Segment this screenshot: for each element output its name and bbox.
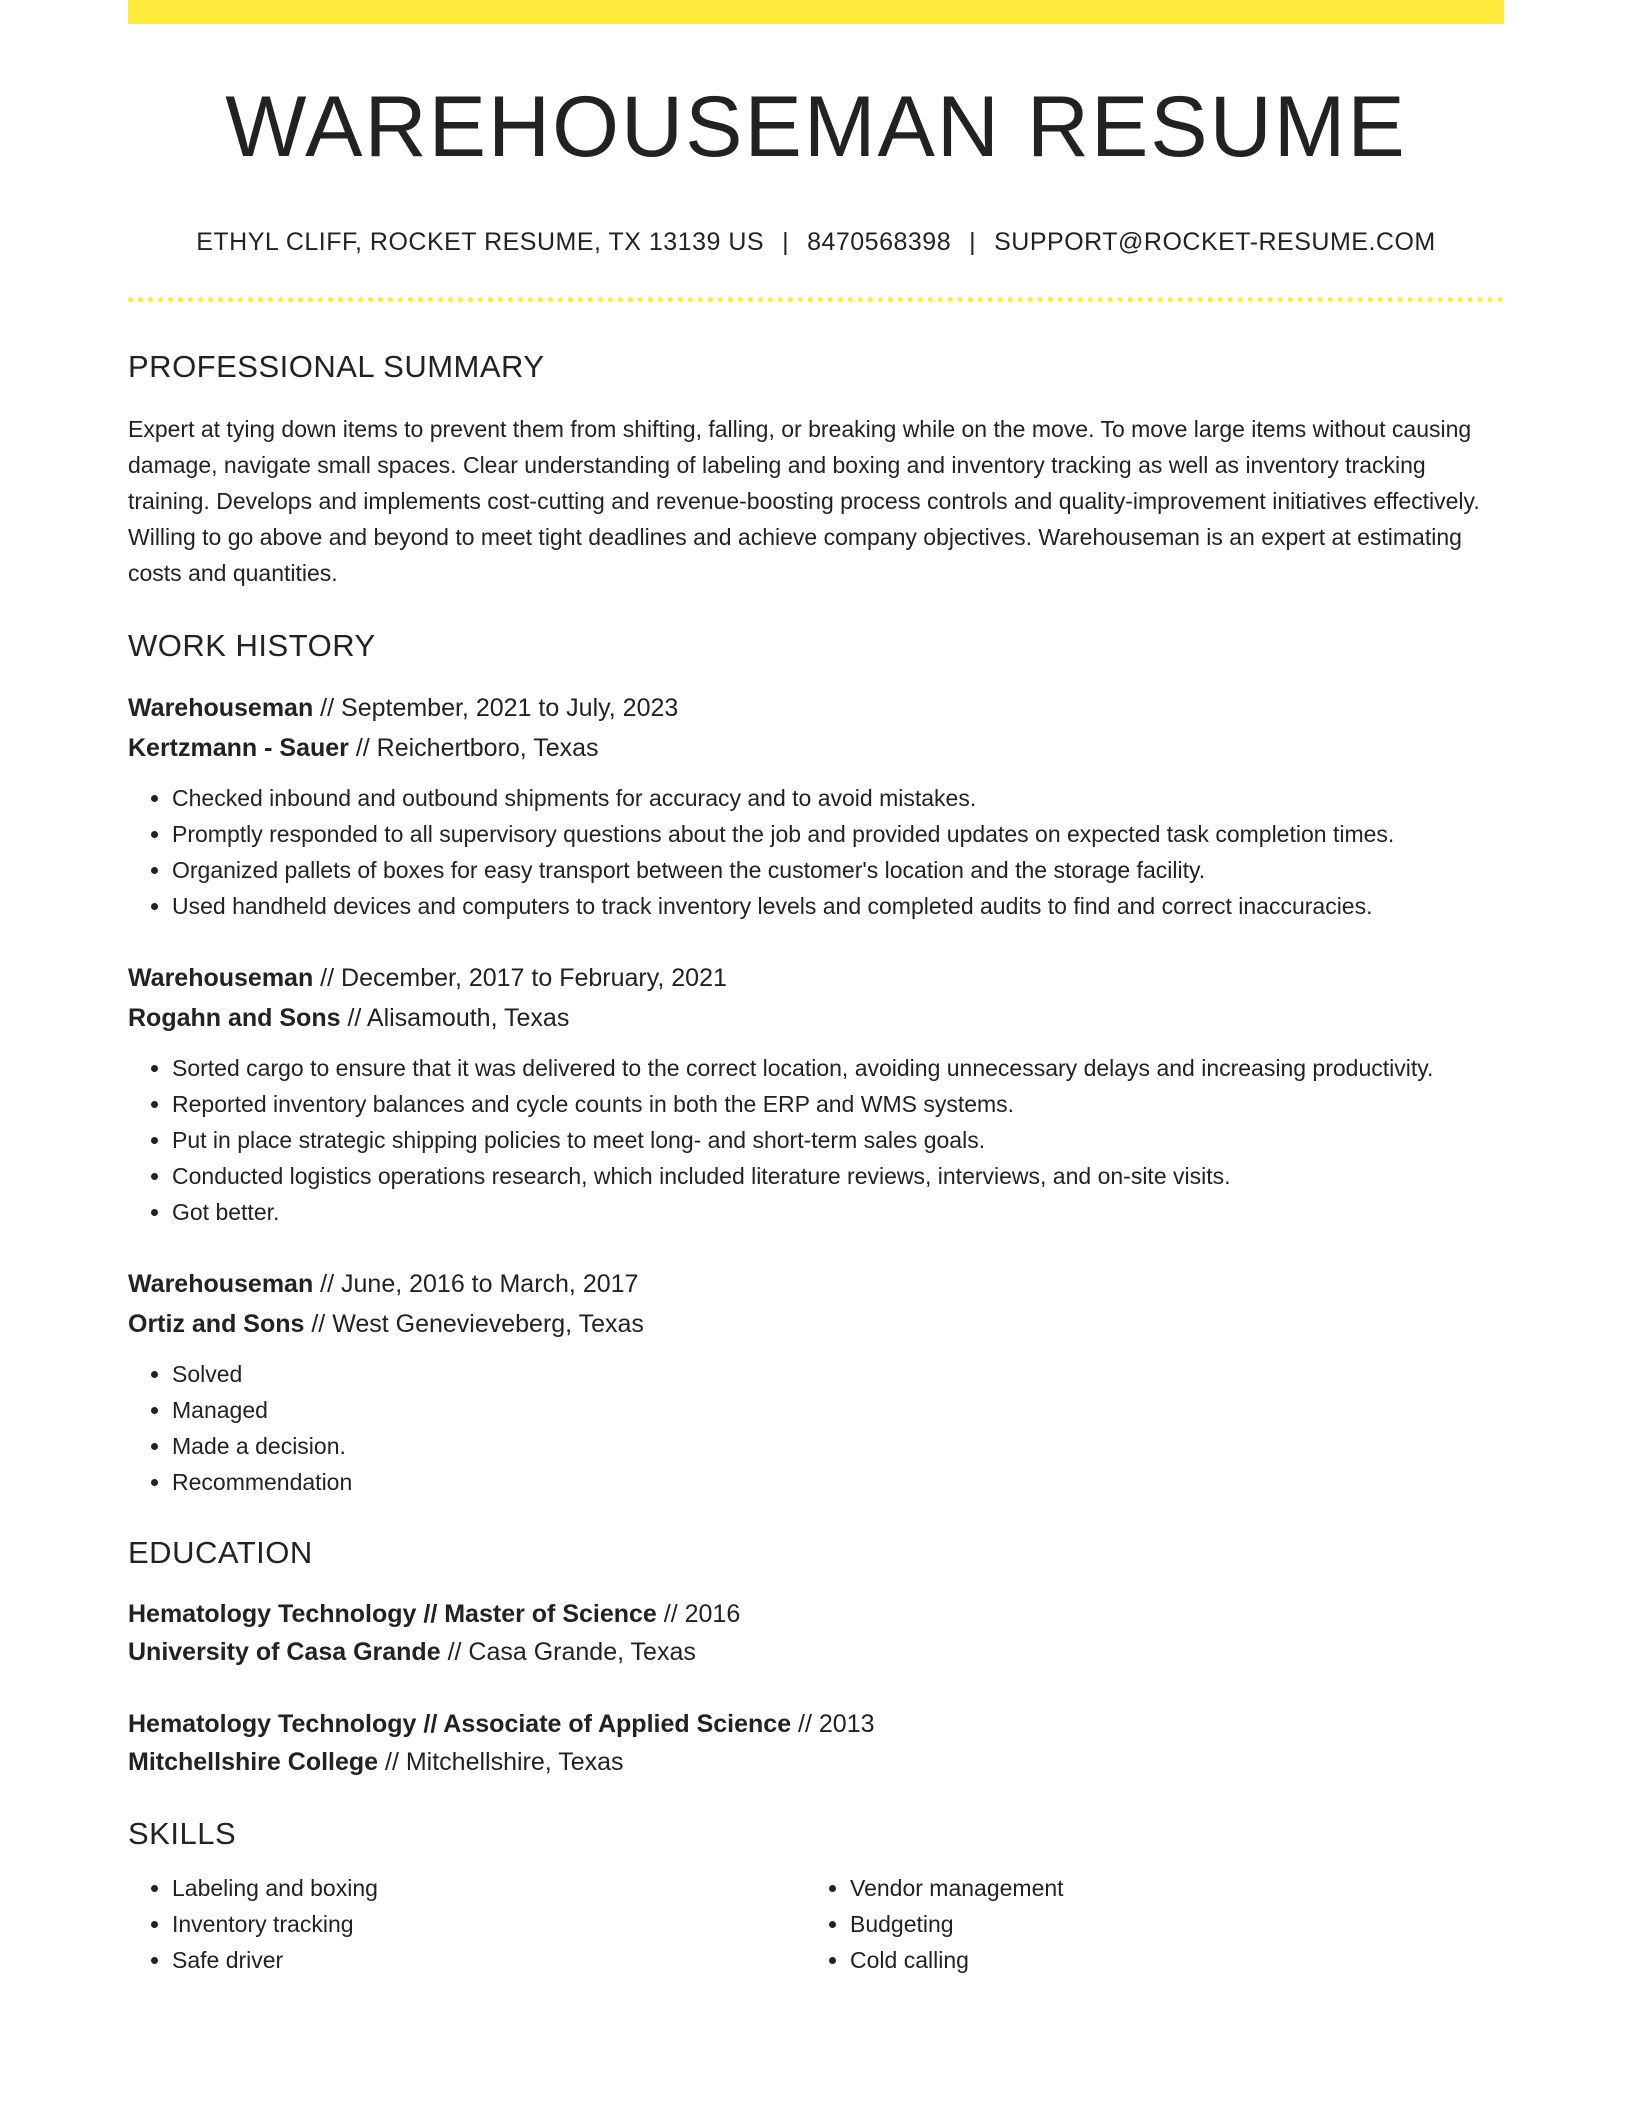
skills-list-left	[128, 1870, 806, 1978]
job-bullet: • Made a decision.	[172, 1428, 1504, 1464]
job-title: Warehouseman	[128, 963, 314, 992]
job-title-line	[128, 1264, 1504, 1304]
job-company: Rogahn and Sons	[128, 1003, 341, 1032]
job-company-line	[128, 728, 1504, 768]
dotted-divider	[128, 297, 1504, 302]
education-school-line	[128, 1743, 1504, 1781]
job-company: Ortiz and Sons	[128, 1309, 305, 1338]
job-bullet-list	[128, 780, 1504, 924]
job-bullet-list	[128, 1356, 1504, 1500]
job-title: Warehouseman	[128, 693, 314, 722]
job-location: // Alisamouth, Texas	[340, 1003, 570, 1032]
education-school: Mitchellshire College	[128, 1748, 379, 1777]
education-school-line	[128, 1633, 1504, 1671]
contact-separator: |	[969, 227, 977, 256]
job-dates: // September, 2021 to July, 2023	[313, 693, 679, 722]
job-title: Warehouseman	[128, 1269, 314, 1298]
section-heading-education: EDUCATION	[128, 1534, 313, 1570]
contact-address: ETHYL CLIFF, ROCKET RESUME, TX 13139 US	[196, 227, 765, 256]
job-dates: // December, 2017 to February, 2021	[313, 963, 727, 992]
education-degree: Hematology Technology // Associate of Applied Science	[128, 1710, 792, 1739]
skill-item: • Vendor management	[850, 1870, 1484, 1906]
job-company: Kertzmann - Sauer	[128, 733, 349, 762]
education-entry	[128, 1595, 1504, 1671]
section-heading-summary: PROFESSIONAL SUMMARY	[128, 348, 545, 384]
skill-item: • Safe driver	[172, 1942, 806, 1978]
contact-phone: 8470568398	[807, 227, 952, 256]
education-location: // Mitchellshire, Texas	[378, 1748, 624, 1777]
job-bullet: • Organized pallets of boxes for easy transport between the customer's location and the storage facility.	[172, 852, 1504, 888]
contact-line	[128, 227, 1504, 257]
job-bullet: • Put in place strategic shipping policies to meet long- and short-term sales goals.	[172, 1122, 1504, 1158]
job-entry	[128, 688, 1504, 924]
job-location: // West Genevieveberg, Texas	[304, 1309, 644, 1338]
job-title-line	[128, 958, 1504, 998]
skills-grid	[128, 1870, 1504, 1978]
job-bullet: • Checked inbound and outbound shipments for accuracy and to avoid mistakes.	[172, 780, 1504, 816]
job-bullet: • Got better.	[172, 1194, 1504, 1230]
job-bullet: • Conducted logistics operations research, which included literature reviews, interviews, and on-site visits.	[172, 1158, 1504, 1194]
education-location: // Casa Grande, Texas	[440, 1638, 696, 1667]
job-location: // Reichertboro, Texas	[348, 733, 599, 762]
job-bullet: • Used handheld devices and computers to track inventory levels and completed audits to find and correct inaccuracies.	[172, 888, 1504, 924]
education-degree-line	[128, 1595, 1504, 1633]
contact-email: SUPPORT@ROCKET-RESUME.COM	[994, 227, 1436, 256]
education-school: University of Casa Grande	[128, 1638, 441, 1667]
section-heading-skills: SKILLS	[128, 1816, 237, 1852]
job-bullet: • Promptly responded to all supervisory questions about the job and provided updates on expected task completion times.	[172, 816, 1504, 852]
education-year: // 2013	[791, 1710, 875, 1739]
education-year: // 2016	[656, 1600, 741, 1629]
resume-page	[128, 0, 1504, 1978]
job-bullet: • Recommendation	[172, 1464, 1504, 1500]
education-entry	[128, 1705, 1504, 1781]
summary-paragraph: Expert at tying down items to prevent them from shifting, falling, or breaking while on the move. To move large items without causing damage, navigate small spaces. Clear understanding of labeling and boxing and inventory tracking as well as inventory tracking training. Develops and implements cost-cutting and revenue-boosting process controls and quality-improvement initiatives effectively. Willing to go above and beyond to meet tight deadlines and achieve company objectives. Warehouseman is an expert at estimating costs and quantities.	[128, 415, 1480, 586]
job-bullet-list	[128, 1050, 1504, 1230]
skill-item: • Labeling and boxing	[172, 1870, 806, 1906]
education-degree-line	[128, 1705, 1504, 1743]
skill-item: • Budgeting	[850, 1906, 1484, 1942]
accent-top-bar	[128, 0, 1504, 24]
resume-title: WAREHOUSEMAN RESUME	[225, 79, 1407, 175]
job-bullet: • Sorted cargo to ensure that it was delivered to the correct location, avoiding unnecessary delays and increasing productivity.	[172, 1050, 1504, 1086]
section-heading-work-history: WORK HISTORY	[128, 627, 376, 663]
job-title-line	[128, 688, 1504, 728]
job-bullet: • Reported inventory balances and cycle counts in both the ERP and WMS systems.	[172, 1086, 1504, 1122]
contact-separator: |	[782, 227, 790, 256]
skill-item: • Cold calling	[850, 1942, 1484, 1978]
job-entry	[128, 1264, 1504, 1500]
skill-item: • Inventory tracking	[172, 1906, 806, 1942]
job-entry	[128, 958, 1504, 1230]
job-dates: // June, 2016 to March, 2017	[313, 1269, 639, 1298]
job-company-line	[128, 1304, 1504, 1344]
job-bullet: • Managed	[172, 1392, 1504, 1428]
job-company-line	[128, 998, 1504, 1038]
job-bullet: • Solved	[172, 1356, 1504, 1392]
education-degree: Hematology Technology // Master of Science	[128, 1600, 657, 1629]
skills-list-right	[806, 1870, 1484, 1978]
